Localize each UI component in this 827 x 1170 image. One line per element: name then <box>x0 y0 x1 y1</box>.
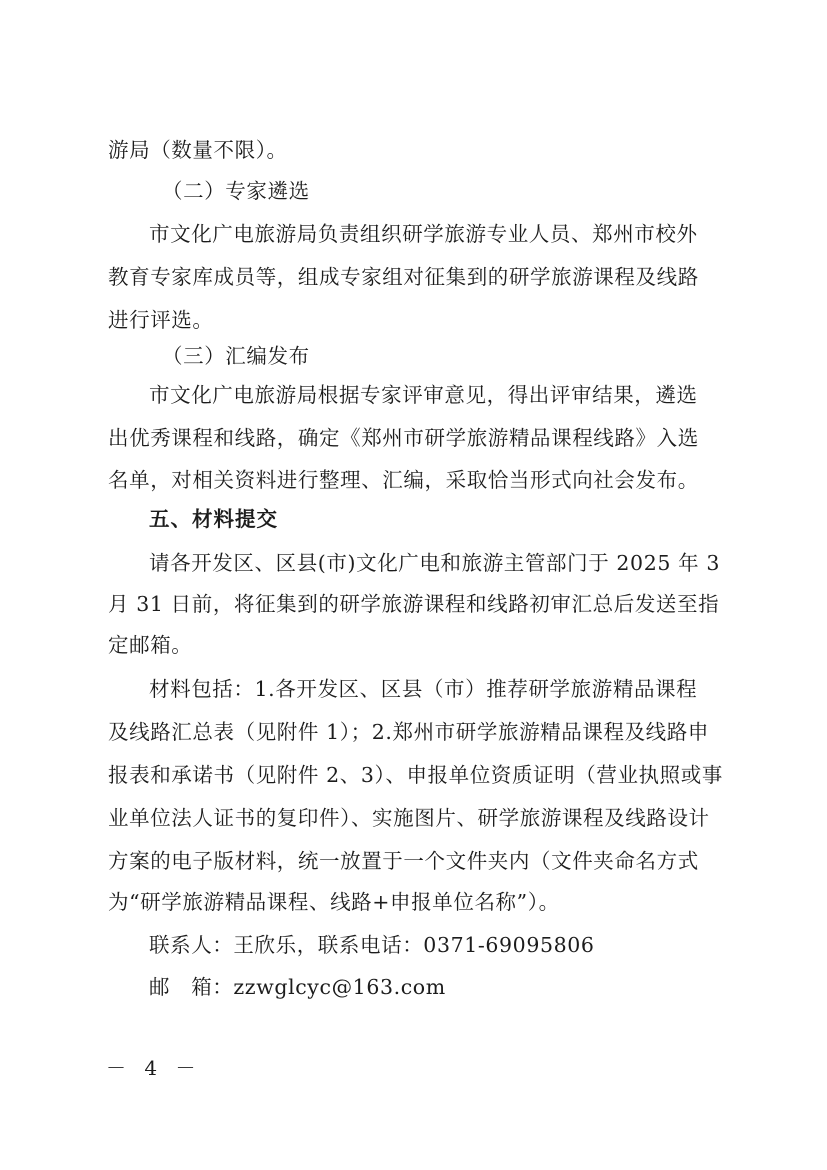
contact-person-line: 联系人：王欣乐，联系电话：0371-69095806 <box>149 933 595 957</box>
paragraph-line: 定邮箱。 <box>108 633 193 657</box>
paragraph-line: 市文化广电旅游局负责组织研学旅游专业人员、郑州市校外 <box>149 222 698 246</box>
paragraph-line: 游局（数量不限）。 <box>108 138 288 162</box>
paragraph-line: 月 31 日前，将征集到的研学旅游课程和线路初审汇总后发送至指 <box>108 592 720 616</box>
paragraph-line: 报表和承诺书（见附件 2、3）、申报单位资质证明（营业执照或事 <box>108 763 723 787</box>
section-heading-material-submission: 五、材料提交 <box>149 507 278 531</box>
paragraph-line: 方案的电子版材料，统一放置于一个文件夹内（文件夹命名方式 <box>108 849 699 873</box>
paragraph-line: 业单位法人证书的复印件）、实施图片、研学旅游课程及线路设计 <box>108 806 710 830</box>
paragraph-line: 请各开发区、区县(市)文化广电和旅游主管部门于 2025 年 3 <box>149 551 720 575</box>
paragraph-line: 市文化广电旅游局根据专家评审意见，得出评审结果，遴选 <box>149 383 698 407</box>
paragraph-line: 进行评选。 <box>108 308 214 332</box>
subheading-compile-publish: （三）汇编发布 <box>162 344 310 368</box>
paragraph-line: 出优秀课程和线路，确定《郑州市研学旅游精品课程线路》入选 <box>108 426 699 450</box>
page-number: － 4 － <box>106 1056 202 1080</box>
subheading-expert-selection: （二）专家遴选 <box>162 179 310 203</box>
paragraph-line: 名单，对相关资料进行整理、汇编，采取恰当形式向社会发布。 <box>108 468 699 492</box>
email-line: 邮 箱：zzwglcyc@163.com <box>149 975 446 999</box>
paragraph-line: 及线路汇总表（见附件 1）；2.郑州市研学旅游精品课程及线路申 <box>108 720 709 744</box>
paragraph-line: 教育专家库成员等，组成专家组对征集到的研学旅游课程及线路 <box>108 265 699 289</box>
paragraph-line: 材料包括：1.各开发区、区县（市）推荐研学旅游精品课程 <box>149 677 698 701</box>
paragraph-line: 为“研学旅游精品课程、线路+申报单位名称”）。 <box>108 890 560 914</box>
